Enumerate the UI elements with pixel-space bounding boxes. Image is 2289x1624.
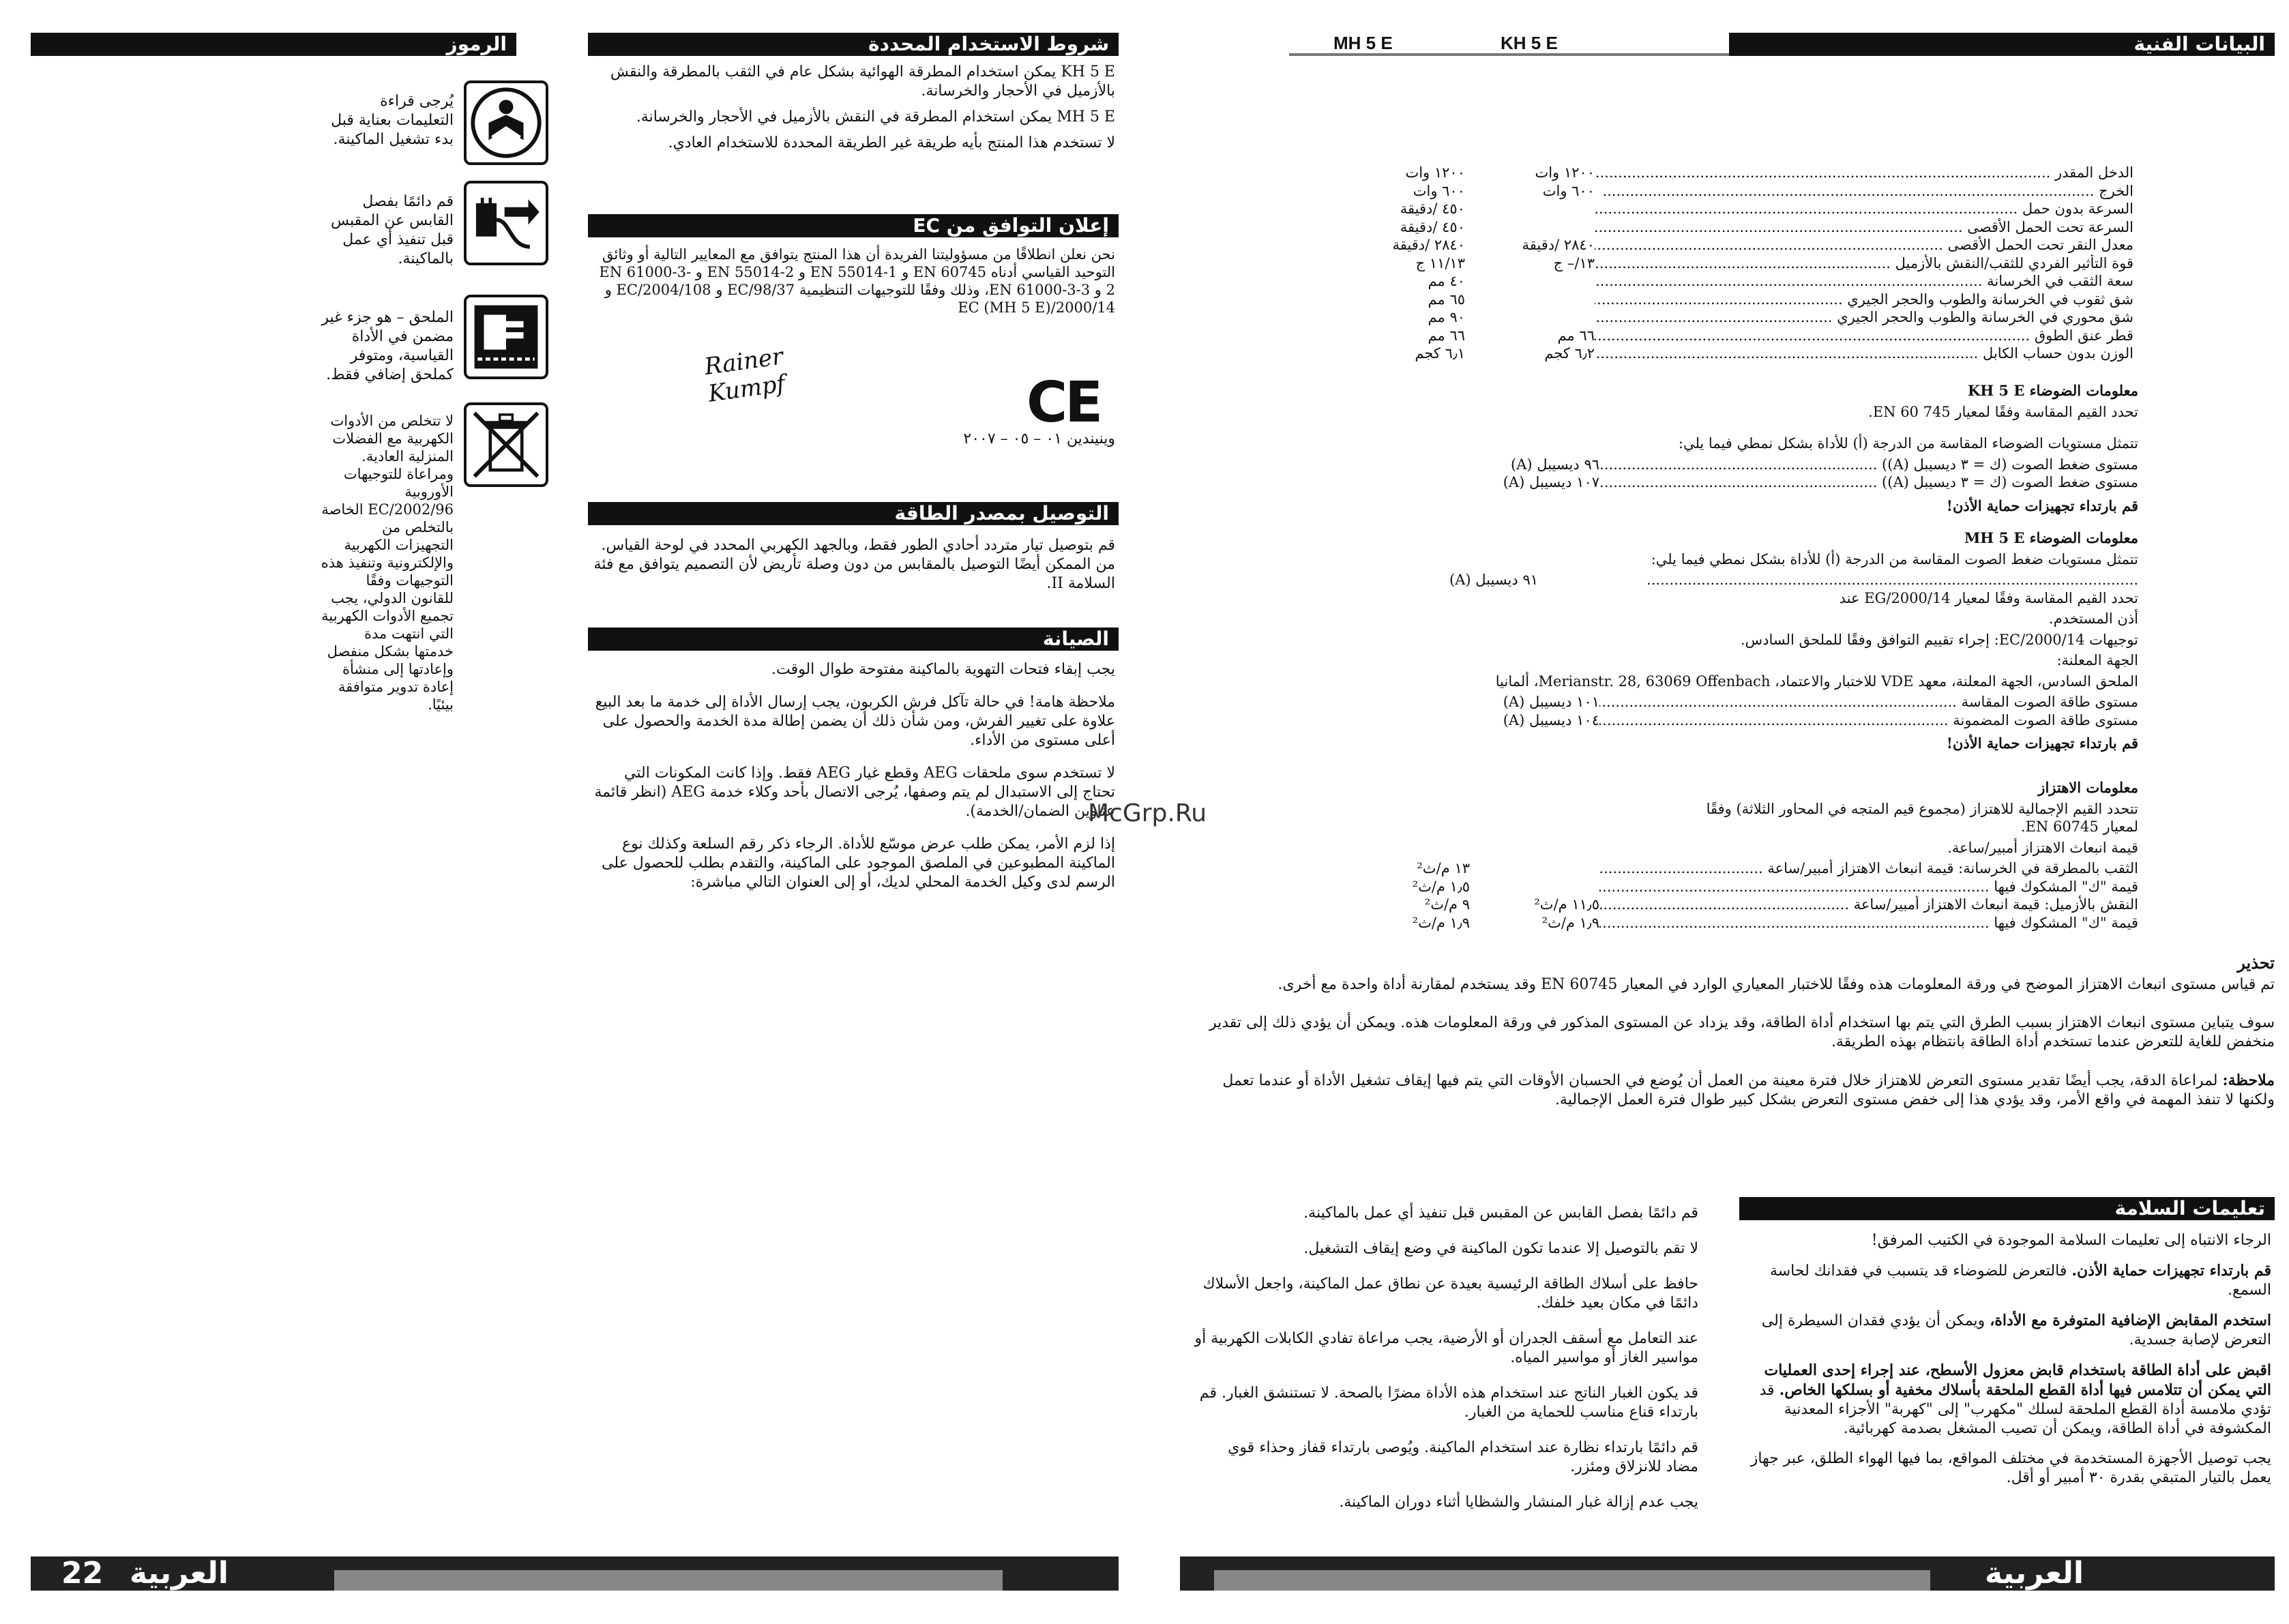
ec-date: وينيندين ٠١ – ٠٥ – ٢٠٠٧ — [963, 430, 1115, 447]
noise-kh-row-1: مستوى ضغط الصوت (ك = ٣ ديسيبل (A)) ..... ٩٦ ديسيبل (A) — [1262, 456, 2138, 474]
spec-value-kh: ٤٥٠ /دقيقة — [1400, 218, 1465, 235]
vibration-value-kh: ١٫٩ م/ث² — [1412, 914, 1470, 931]
maintenance-p3: لا تستخدم سوى ملحقات AEG وقطع غيار AEG فقط. وإذا كانت المكونات التي تحتاج إلى الاستبدال لم يتم وصفها، يُرجى الاتصال بأحد وكلاء خدمة AEG (انظر قائمة عناوين الضمان/الخدمة). — [594, 765, 1115, 820]
spec-row — [1335, 218, 2133, 237]
spec-value-kh: ٤٠ مم — [1428, 273, 1465, 289]
vibration-row — [1262, 878, 2138, 896]
safety-p2: قم بارتداء تجهيزات حماية الأذن. فالتعرض للضوضاء قد يتسبب في فقدانك لحاسة السمع. — [1769, 1262, 2271, 1299]
noise-mh-p5: الملحق السادس، الجهة المعلنة، معهد VDE للاختبار والاعتماد، Merianstr. 28, 63069 Offenbach، ألمانيا — [1495, 673, 2138, 690]
noise-mh-p4: الجهة المعلنة: — [2056, 652, 2138, 668]
vibration-value-kh: ١٫٥ م/ث² — [1412, 878, 1470, 895]
noise-kh-block — [1262, 382, 2138, 518]
safety-p4: اقبض على أداة الطاقة باستخدام قابض معزول الأسطح، عند إجراء إحدى العمليات التي يمكن أن تتلامس فيها أداة القطع الملحقة بأسلاك مخفية أو بسلكها الخاص. قد تؤدي ملامسة أداة القطع الملحقة لسلك "مكهرب" إلى "كهربة" الأجزاء المعدنية المكشوفة في أداة الطاقة، ويمكن أن تصيب المشغل بصدمة كهربائية. — [1759, 1361, 2271, 1437]
safety-col-item: عند التعامل مع أسقف الجدران أو الأرضية، يجب مراعاة تفادي الكابلات الكهربية أو مواسير الغاز أو مواسير المياه. — [1194, 1330, 1698, 1366]
vibration-label: قيمة "ك" المشكوك فيها ..... — [1599, 914, 2138, 932]
noise-mh-row-2: مستوى طاقة الصوت المقاسة ..... ١٠١ ديسيبل (A) — [1262, 693, 2138, 711]
left-footer-lang: العربية — [130, 1556, 228, 1591]
safety-col-item: حافظ على أسلاك الطاقة الرئيسية بعيدة عن نطاق عمل الماكينة، واجعل الأسلاك دائمًا في مكان بعيد خلفك. — [1202, 1275, 1698, 1312]
spec-label: سعة الثقب في الخرسانة ..... — [1595, 272, 2133, 291]
vibration-row — [1262, 859, 2138, 878]
noise-mh-title: معلومات الضوضاء MH 5 E — [1964, 529, 2138, 546]
safety-col-item: قم دائمًا بفصل القابس عن المقبس قبل تنفيذ أي عمل بالماكينة. — [1303, 1205, 1698, 1222]
spec-row — [1335, 291, 2133, 309]
spec-value-kh: ٤٥٠ /دقيقة — [1400, 201, 1465, 217]
spec-value-mh — [1465, 218, 1595, 237]
noise-mh-warning: قم بارتداء تجهيزات حماية الأذن! — [1946, 735, 2138, 752]
spec-label: الوزن بدون حساب الكابل ..... — [1595, 344, 2133, 363]
spec-label: الخرج ..... — [1595, 182, 2133, 201]
power-header: التوصيل بمصدر الطاقة — [588, 502, 1119, 525]
spec-label: قوة التأثير الفردي للثقب/النقش بالأزميل ..... — [1595, 254, 2133, 273]
model-mh-label: MH 5 E — [1333, 33, 1393, 53]
ec-text: نحن نعلن انطلاقًا من مسؤوليتنا الفريدة أن هذا المنتج يتوافق مع المعايير التالية أو وثائق التوحيد القياسي أدناه EN 60745 و EN 55014-1 و EN 55014-2 و EN 61000-3-2 و EN 61000-3-3، وذلك وفقًا للتوجيهات التنظيمية 98/37/EC و 2004/108/EC و 2000/14/EC (MH 5 E) — [599, 246, 1115, 316]
spec-row — [1335, 182, 2133, 201]
specified-use-header: شروط الاستخدام المحددة — [588, 33, 1119, 56]
accessory-icon — [464, 295, 548, 379]
vibration-title: معلومات الاهتزاز — [2038, 779, 2138, 796]
noise-kh-intro: تتمثل مستويات الضوضاء المقاسة من الدرجة (أ) للأداة بشكل نمطي فيما يلي: — [1678, 435, 2138, 452]
spec-value-kh: ٢٨٤٠ /دقيقة — [1392, 237, 1465, 253]
specified-use-text — [593, 63, 1115, 156]
noise-mh-intro: تتمثل مستويات ضغط الصوت المقاسة من الدرجة (أ) للأداة بشكل نمطي فيما يلي: — [1651, 550, 2138, 567]
spec-value-kh: ٦٥ مم — [1428, 291, 1465, 308]
spec-value-mh: ١٢٠٠ وات — [1535, 164, 1595, 181]
vibration-value-mh — [1470, 859, 1599, 878]
model-kh-label: KH 5 E — [1501, 33, 1558, 53]
spec-label: السرعة بدون حمل ..... — [1595, 200, 2133, 218]
maintenance-p4: إذا لزم الأمر، يمكن طلب عرض موسّع للأداة. الرجاء ذكر رقم السلعة وكذلك نوع الماكينة المطبوعين في الملصق الموجود على الماكينة، والتقدم بطلب للحصول على الرسم لدى وكيل الخدمة المحلي لديك، أو إلى العنوان التالي مباشرة: — [602, 836, 1115, 891]
specified-use-note: لا تستخدم هذا المنتج بأيه طريقة غير الطريقة المحددة للاستخدام العادي. — [668, 134, 1115, 151]
spec-row — [1335, 327, 2133, 345]
spec-label: السرعة تحت الحمل الأقصى ..... — [1595, 218, 2133, 237]
symbol-text-unplug: قم دائمًا بفصل القابس عن المقبس قبل تنفيذ أي عمل بالماكينة. — [330, 193, 454, 267]
vibration-value-mh: ١٫٩ م/ث² — [1541, 914, 1599, 931]
noise-kh-warning: قم بارتداء تجهيزات حماية الأذن! — [1946, 497, 2138, 514]
right-footer-grey — [1214, 1570, 1930, 1591]
vibration-row — [1262, 896, 2138, 914]
noise-mh-p3: توجيهات 2000/14/EC: إجراء تقييم التوافق وفقًا للملحق السادس. — [1740, 631, 2138, 648]
vibration-label: قيمة "ك" المشكوك فيها ..... — [1599, 878, 2138, 896]
symbol-text-accessory: الملحق – هو جزء غير مضمن في الأداة القياسية، ومتوفر كملحق إضافي فقط. — [321, 309, 454, 383]
safety-col-item: يجب عدم إزالة غبار المنشار والشظايا أثناء دوران الماكينة. — [1339, 1494, 1698, 1511]
noise-mh-block — [1262, 529, 2138, 756]
spec-value-mh — [1465, 200, 1595, 218]
spec-value-mh — [1465, 291, 1595, 309]
spec-row — [1335, 344, 2133, 363]
spec-label: قطر عنق الطوق ..... — [1595, 327, 2133, 345]
vibration-row — [1262, 914, 2138, 932]
vibration-value-kh: ١٣ م/ث² — [1417, 860, 1470, 876]
spec-value-mh — [1465, 308, 1595, 327]
warning-p2: سوف يتباين مستوى انبعاث الاهتزاز بسبب الطرق التي يتم بها استخدام أداة الطاقة، وقد يزداد عن المستوى المذكور في ورقة المعلومات هذه. ويمكن أن يؤدي ذلك إلى تقدير منخفض للغاية للتعرض عندما تستخدم أداة الطاقة بانتظام بهذه الطريقة. — [1209, 1014, 2275, 1050]
maintenance-header: الصيانة — [588, 628, 1119, 651]
spec-value-mh: ١٣/– ج — [1553, 254, 1595, 271]
noise-kh-title: معلومات الضوضاء KH 5 E — [1968, 382, 2138, 399]
ec-header: إعلان التوافق من EC — [588, 214, 1119, 237]
warning-note-label: ملاحظة: — [2222, 1072, 2275, 1089]
safety-header: تعليمات السلامة — [1739, 1197, 2275, 1220]
specified-use-kh: KH 5 E يمكن استخدام المطرقة الهوائية بشكل عام في الثقب بالمطرقة والنقش بالأزميل في الأحجار والخرسانة. — [610, 63, 1115, 100]
spec-value-kh: ٦٫١ كجم — [1415, 345, 1465, 361]
vibration-value-mh: ١١٫٥ م/ث² — [1534, 896, 1599, 913]
noise-mh-p2: أذن المستخدم. — [2049, 610, 2138, 627]
noise-mh-p1: تحدد القيم المقاسة وفقًا لمعيار 2000/14/EG عند — [1839, 589, 2138, 606]
spec-value-kh: ١١/١٣ ج — [1415, 254, 1465, 271]
safety-p1: الرجاء الانتباه إلى تعليمات السلامة الموجودة في الكتيب المرفق! — [1871, 1232, 2271, 1249]
spec-value-mh: ٦٦ مم — [1557, 327, 1595, 344]
spec-row — [1335, 236, 2133, 254]
page-number: 22 — [61, 1556, 104, 1591]
safety-text — [1743, 1231, 2271, 1490]
safety-col-item: قم دائمًا بارتداء نظارة عند استخدام الماكينة. ويُوصى بارتداء قفاز وحذاء قوي مضاد للانزلاق ومئزر. — [1228, 1439, 1698, 1475]
safety-column — [1194, 1204, 1698, 1515]
safety-col-item: قد يكون الغبار الناتج عند استخدام هذه الأداة مضرًا بالصحة. لا تستنشق الغبار. قم بارتداء قناع مناسب للحماية من الغبار. — [1199, 1385, 1698, 1421]
warning-title: تحذير — [2237, 953, 2275, 973]
vibration-label: الثقب بالمطرقة في الخرسانة: قيمة انبعاث الاهتزاز أمبير/ساعة ..... — [1599, 859, 2138, 878]
vibration-rows — [1262, 859, 2138, 932]
left-footer-grey — [334, 1570, 1003, 1591]
signature: Rainer Kumpf — [703, 342, 787, 408]
safety-p3: استخدم المقابض الإضافية المتوفرة مع الأداة، ويمكن أن يؤدي فقدان السيطرة إلى التعرض لإصابة جسدية. — [1761, 1312, 2271, 1348]
vibration-intro2: قيمة انبعاث الاهتزاز أمبير/ساعة. — [1947, 839, 2138, 856]
maintenance-p1: يجب إبقاء فتحات التهوية بالماكينة مفتوحة طوال الوقت. — [771, 661, 1115, 678]
noise-kh-std: تحدد القيم المقاسة وفقًا لمعيار EN 60 745. — [1868, 403, 2138, 420]
symbol-text-read: يُرجى قراءة التعليمات بعناية قبل بدء تشغيل الماكينة. — [331, 93, 454, 148]
vibration-label: النقش بالأزميل: قيمة انبعاث الاهتزاز أمبير/ساعة ..... — [1599, 896, 2138, 914]
spec-value-kh: ١٢٠٠ وات — [1405, 164, 1465, 181]
spec-row — [1335, 308, 2133, 327]
spec-label: الدخل المقدر ..... — [1595, 164, 2133, 182]
warning-p3 — [1194, 1071, 2275, 1110]
spec-value-mh: ٦٫٢ كجم — [1544, 345, 1595, 361]
warning-block — [1194, 954, 2275, 1112]
symbol-text-weee: لا تتخلص من الأدوات الكهربية مع الفضلات المنزلية العادية. ومراعاة للتوجيهات الأوروبية 2002/96/EC الخاصة بالتخلص من التجهيزات الكهربية والإلكترونية وتنفيذ هذه التوجيهات وفقًا للقانون الدولي، يجب تجميع الأدوات الكهربية التي انتهت مدة خدمتها بشكل منفصل وإعادتها إلى منشأة إعادة تدوير متوافقة بيئيًا. — [321, 413, 454, 713]
spec-row — [1335, 164, 2133, 182]
right-page — [1160, 0, 2289, 1624]
noise-mh-row-1: ..... ٩١ ديسيبل (A) — [1262, 571, 2138, 589]
vibration-intro1: تتحدد القيم الإجمالية للاهتزاز (مجموع قيم المتجه في المحاور الثلاثة) وفقًا لمعيار EN 60745. — [1706, 800, 2138, 835]
symbols-header: الرموز — [31, 33, 516, 56]
left-page — [0, 0, 1132, 1624]
spec-value-mh: ٢٨٤٠ /دقيقة — [1522, 237, 1595, 253]
spec-row — [1335, 254, 2133, 273]
spec-row — [1335, 272, 2133, 291]
noise-mh-row-3: مستوى طاقة الصوت المضمونة ..... ١٠٤ ديسيبل (A) — [1262, 711, 2138, 730]
spec-table — [1335, 164, 2133, 363]
weee-bin-icon — [464, 402, 548, 487]
spec-value-kh: ٦٦ مم — [1428, 327, 1465, 344]
maintenance-text — [593, 660, 1115, 895]
maintenance-p2: ملاحظة هامة! في حالة تآكل فرش الكربون، يجب إرسال الأداة إلى خدمة ما بعد البيع علاوة على تغيير الفرش، ومن شأن ذلك أن يضمن إطالة مدة الخدمة والحصول على أعلى مستوى من الأداء. — [595, 694, 1115, 749]
spec-row — [1335, 200, 2133, 218]
spec-label: شق ثقوب في الخرسانة والطوب والحجر الجيري ..... — [1595, 291, 2133, 309]
vibration-value-mh — [1470, 878, 1599, 896]
read-manual-icon — [464, 80, 548, 165]
specified-use-mh: MH 5 E يمكن استخدام المطرقة في النقش بالأزميل في الأحجار والخرسانة. — [636, 108, 1115, 126]
spec-value-kh: ٩٠ مم — [1428, 309, 1465, 325]
watermark: McGrp.Ru — [1088, 799, 1207, 827]
right-footer-lang: العربية — [1985, 1556, 2084, 1591]
power-text: قم بتوصيل تيار متردد أحادي الطور فقط، وبالجهد الكهربي المحدد في لوحة القياس. من الممكن أيضًا التوصيل بالمقابس من دون وصلة تأريض لأن التصميم يتوافق مع فئة السلامة II. — [593, 537, 1115, 592]
warning-p3-text: لمراعاة الدقة، يجب أيضًا تقدير مستوى التعرض للاهتزاز خلال فترة معينة من العمل أن يُوضع في الحسبان الأوقات التي يتم فيها إيقاف تشغيل الأداة أو عندما تعمل ولكنها لا تنفذ المهمة في واقع الأمر، وقد يؤدي هذا إلى خفض مستوى التعرض بشكل كبير طوال فترة العمل الإجمالية. — [1222, 1072, 2275, 1108]
safety-p5: يجب توصيل الأجهزة المستخدمة في مختلف المواقع، بما فيها الهواء الطلق، عبر جهاز يعمل بالتيار المتبقي بقدرة ٣٠ أمبير أو أقل. — [1750, 1450, 2271, 1486]
unplug-icon — [464, 181, 548, 265]
warning-p1: تم قياس مستوى انبعاث الاهتزاز الموضح في ورقة المعلومات هذه وفقًا للاختبار المعياري الوارد في المعيار EN 60745 وقد يستخدم لمقارنة أداة واحدة مع أخرى. — [1278, 976, 2275, 993]
spec-label: شق محوري في الخرسانة والطوب والحجر الجيري ..... — [1595, 308, 2133, 327]
vibration-block — [1262, 779, 2138, 932]
spec-label: معدل النقر تحت الحمل الأقصى ..... — [1595, 236, 2133, 254]
tech-data-header: البيانات الفنية — [1729, 33, 2275, 56]
spec-value-mh — [1465, 272, 1595, 291]
safety-col-item: لا تقم بالتوصيل إلا عندما تكون الماكينة في وضع إيقاف التشغيل. — [1303, 1240, 1698, 1257]
spec-value-mh: ٦٠٠ وات — [1542, 182, 1595, 199]
noise-kh-row-2: مستوى ضغط الصوت (ك = ٣ ديسيبل (A)) ..... ١٠٧ ديسيبل (A) — [1262, 473, 2138, 492]
ce-mark: CE — [1027, 370, 1101, 435]
vibration-value-kh: ٩ م/ث² — [1424, 896, 1470, 913]
spec-value-kh: ٦٠٠ وات — [1413, 182, 1465, 199]
